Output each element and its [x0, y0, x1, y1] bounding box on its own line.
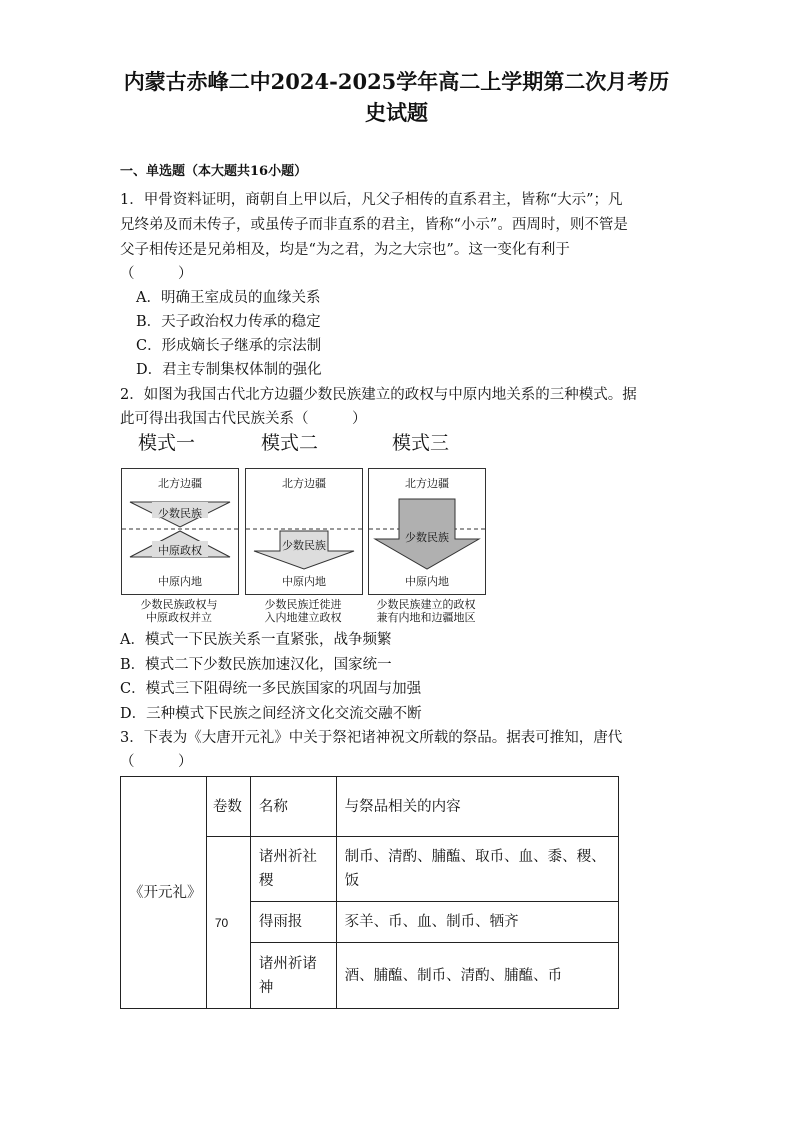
mode-3-caption	[368, 598, 484, 624]
mode-1-central-label: 中原政权	[158, 544, 202, 557]
q1-option-d: D．君主专制集权体制的强化	[136, 362, 322, 378]
q1-option-b: B．天子政治权力传承的稳定	[136, 314, 321, 330]
mode-1-title: 模式一	[138, 432, 196, 454]
q1-line-2: 兄终弟及而未传子，或虽传子而非直系的君主，皆称“小示”。西周时，则不管是	[120, 217, 628, 233]
mode-1-caption-line-1: 少数民族政权与	[140, 598, 218, 611]
table-header-row	[121, 777, 619, 837]
row-content: 制币、清酌、脯醢、取币、血、黍、稷、饭	[336, 837, 618, 902]
q3-answer-blank: （ ）	[120, 754, 193, 770]
mode-1-minority-label: 少数民族	[158, 507, 202, 520]
mode-3-caption-line-1: 少数民族建立的政权	[376, 598, 476, 611]
mode-1-panel	[121, 468, 239, 595]
mode-3-caption-line-2: 兼有内地和边疆地区	[376, 611, 476, 624]
q1-option-c: C．形成嫡长子继承的宗法制	[136, 338, 322, 354]
mode-1-south-label: 中原内地	[158, 575, 202, 588]
q1-option-a: A．明确王室成员的血缘关系	[136, 290, 321, 306]
mode-2-title: 模式二	[261, 432, 319, 454]
title-line-1: 内蒙古赤峰二中2024-2025学年高二上学期第二次月考历	[123, 69, 670, 94]
exam-title	[60, 66, 733, 128]
row-name: 诸州祈诸神	[250, 943, 336, 1009]
offerings-table	[120, 776, 619, 1009]
mode-2-caption-line-2: 入内地建立政权	[264, 611, 342, 624]
ethnic-relations-diagram	[118, 428, 490, 628]
q2-line-2: 此可得出我国古代民族关系（ ）	[120, 411, 367, 427]
mode-1-caption-line-2: 中原政权并立	[146, 611, 212, 624]
q1-line-1: 1．甲骨资料证明，商朝自上甲以后，凡父子相传的直系君主，皆称“大示”；凡	[120, 192, 623, 208]
header-name: 名称	[250, 777, 336, 837]
header-content: 与祭品相关的内容	[336, 777, 618, 837]
q2-option-a: A．模式一下民族关系一直紧张，战争频繁	[120, 632, 392, 648]
title-line-2: 史试题	[365, 100, 428, 125]
mode-2-panel	[245, 468, 363, 595]
q2-option-d: D．三种模式下民族之间经济文化交流交融不断	[120, 706, 422, 722]
header-volume: 卷数	[206, 777, 250, 837]
book-cell: 《开元礼》	[121, 777, 207, 1009]
mode-1-north-label: 北方边疆	[158, 477, 202, 490]
volume-cell: 70	[206, 837, 250, 1009]
mode-3-panel	[368, 468, 486, 595]
mode-2-minority-label: 少数民族	[282, 539, 326, 552]
row-name: 诸州祈社稷	[250, 837, 336, 902]
row-content: 酒、脯醢、制币、清酌、脯醢、币	[336, 943, 618, 1009]
mode-2-caption-line-1: 少数民族迁徙进	[264, 598, 342, 611]
q3-line-1: 3．下表为《大唐开元礼》中关于祭祀诸神祝文所载的祭品。据表可推知，唐代	[120, 730, 623, 746]
mode-2-south-label: 中原内地	[282, 575, 326, 588]
mode-2-north-label: 北方边疆	[282, 477, 326, 490]
mode-3-minority-label: 少数民族	[405, 531, 449, 544]
q1-answer-blank: （ ）	[120, 266, 193, 282]
section-heading: 一、单选题（本大题共16小题）	[120, 164, 308, 179]
mode-3-north-label: 北方边疆	[405, 477, 449, 490]
row-name: 得雨报	[250, 902, 336, 943]
mode-2-caption	[245, 598, 361, 624]
mode-3-title: 模式三	[392, 432, 450, 454]
mode-3-south-label: 中原内地	[405, 575, 449, 588]
mode-1-caption	[121, 598, 237, 624]
q2-option-b: B．模式二下少数民族加速汉化，国家统一	[120, 657, 392, 673]
row-content: 豕羊、币、血、制币、牺齐	[336, 902, 618, 943]
q1-line-3: 父子相传还是兄弟相及，均是“为之君，为之大宗也”。这一变化有利于	[120, 242, 570, 258]
q2-line-1: 2．如图为我国古代北方边疆少数民族建立的政权与中原内地关系的三种模式。据	[120, 387, 637, 403]
q2-option-c: C．模式三下阻碍统一多民族国家的巩固与加强	[120, 681, 422, 697]
